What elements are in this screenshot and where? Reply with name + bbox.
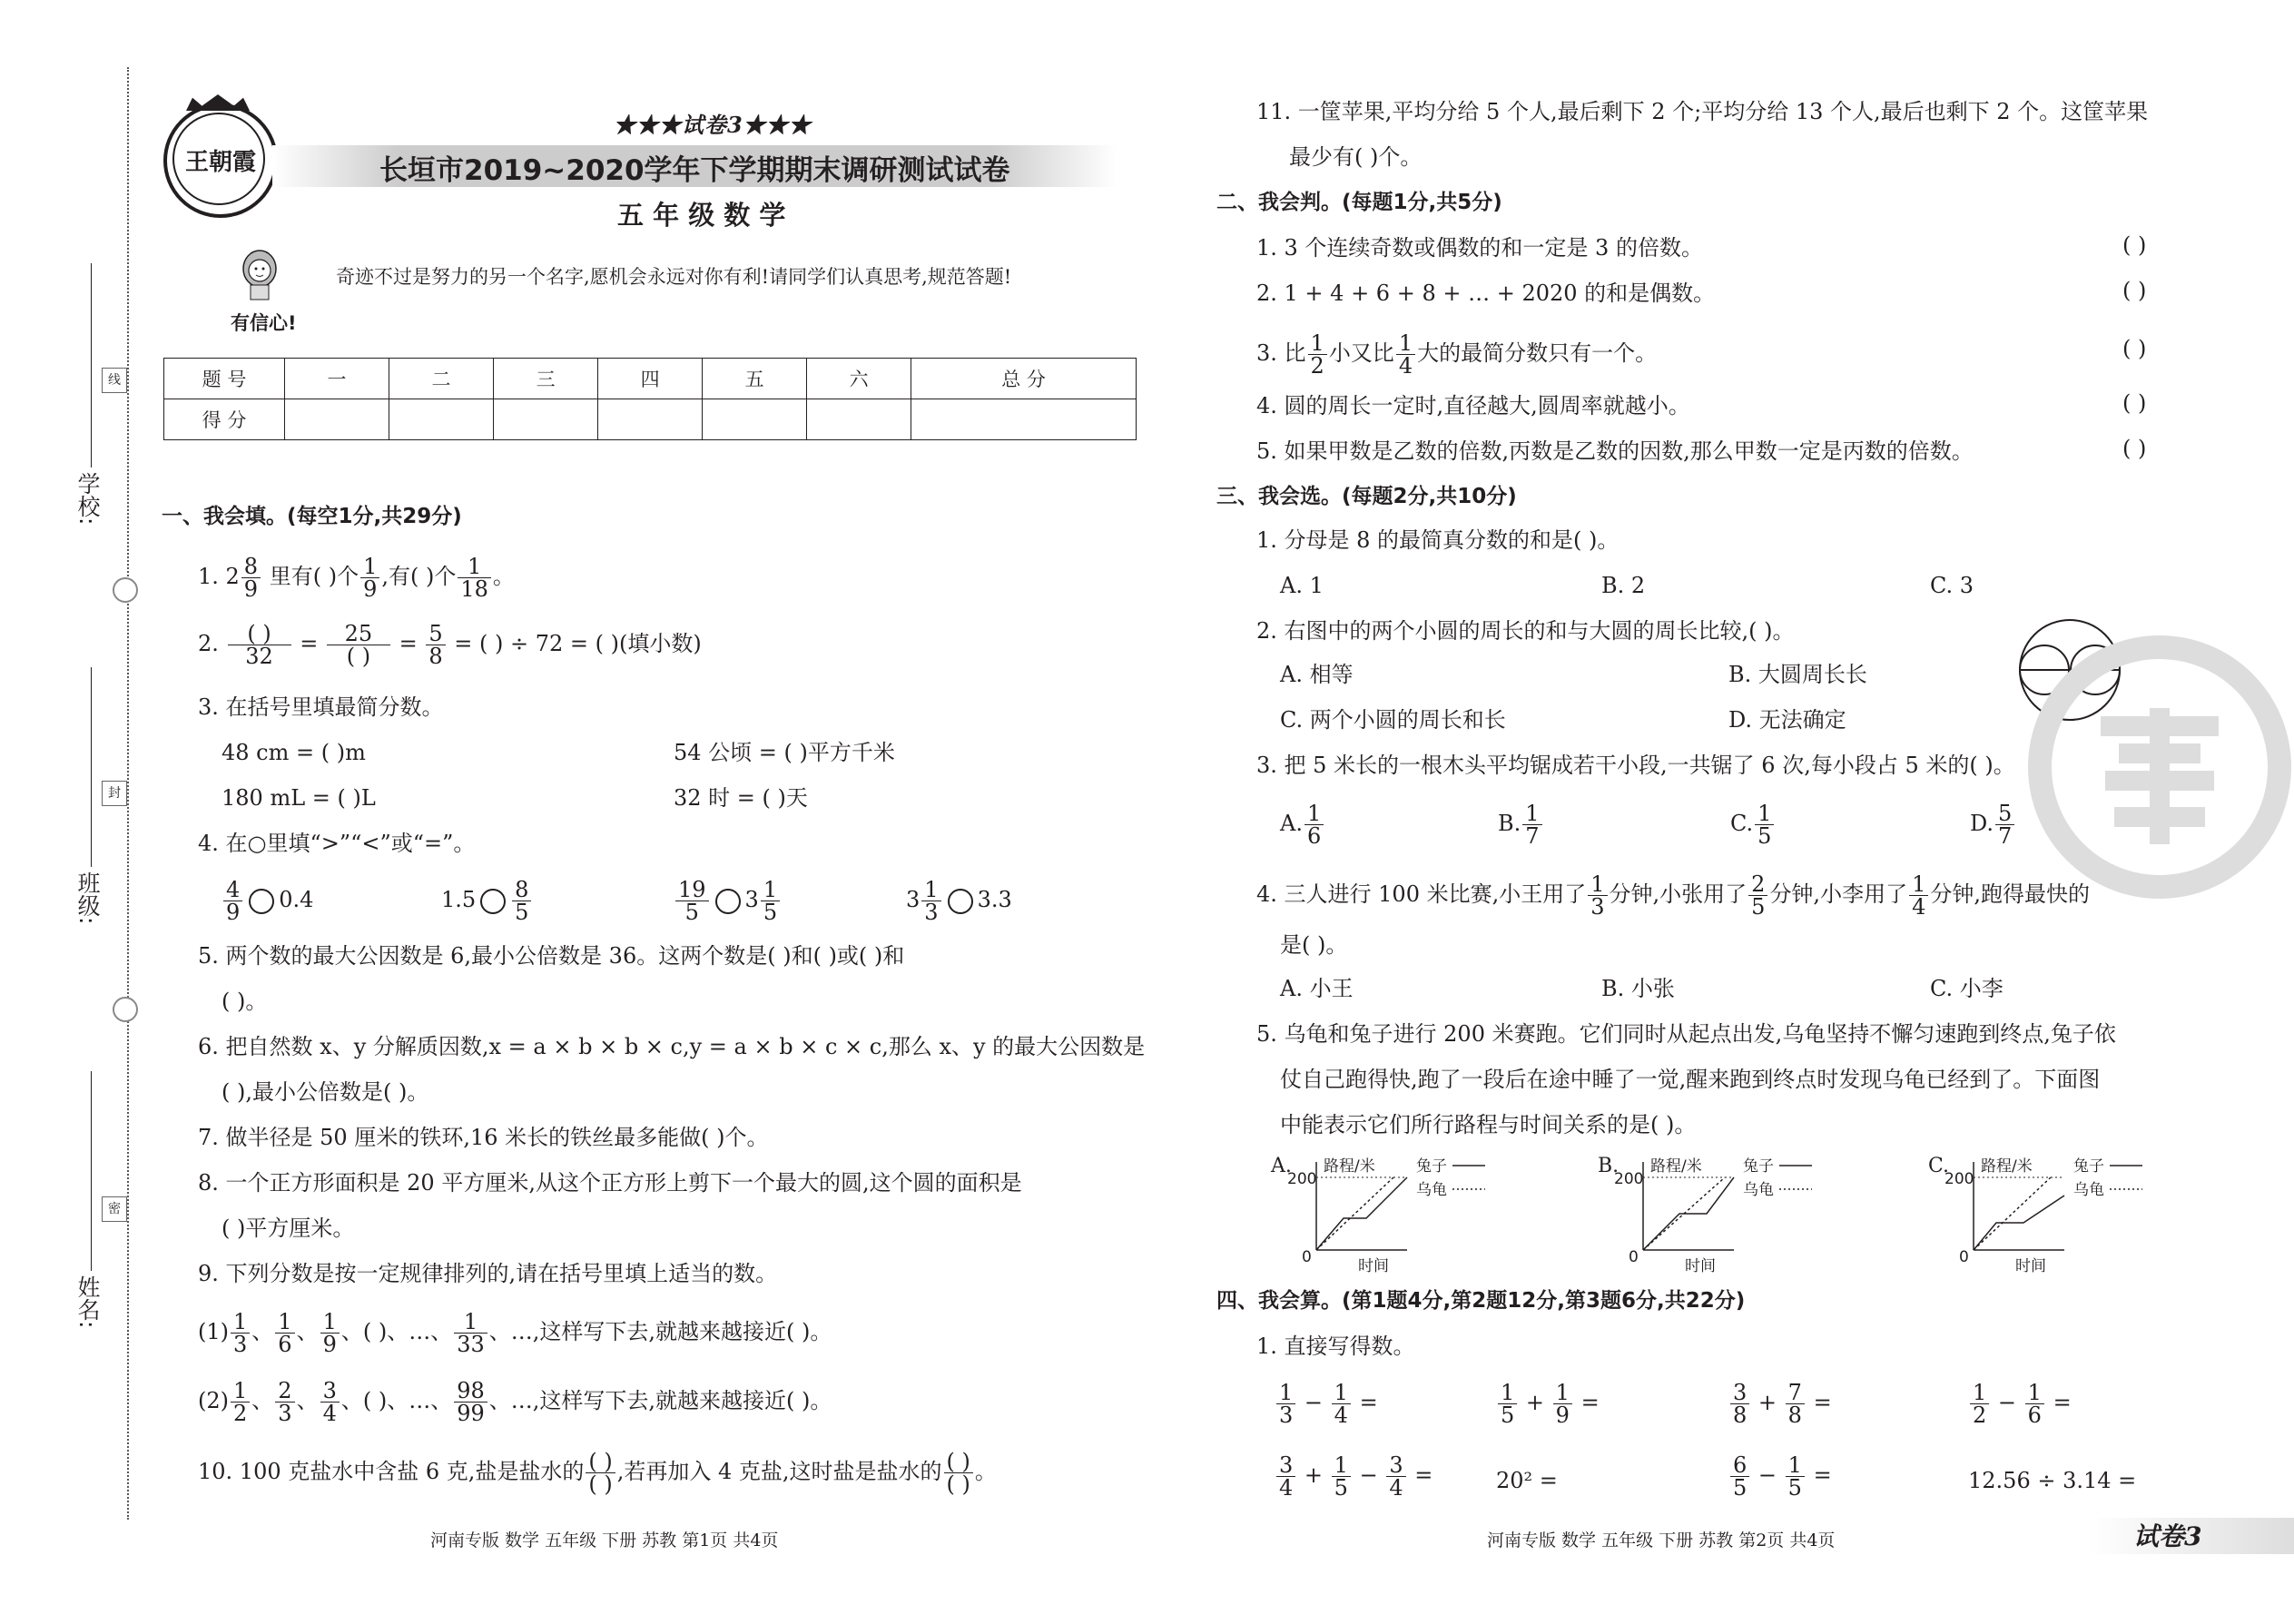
score-header-row — [164, 359, 1137, 399]
s1-q9: 9. 下列分数是按一定规律排列的,请在括号里填上适当的数。 — [198, 1261, 778, 1286]
answer-paren[interactable]: ( ) — [2122, 232, 2147, 258]
fraction: $\frac{1}{33}$ — [454, 1311, 487, 1355]
q-text: ,有( )个 — [381, 564, 457, 589]
score-cell[interactable] — [911, 399, 1137, 440]
s3-q2-opt-b[interactable]: B. 大圆周长长 — [1728, 662, 1867, 687]
s2-q5: 5. 如果甲数是乙数的倍数,丙数是乙数的因数,那么甲数一定是丙数的倍数。 — [1256, 438, 1974, 464]
score-table — [163, 358, 1137, 440]
q-text: 。 — [492, 564, 515, 589]
s1-q11a: 11. 一筐苹果,平均分给 5 个人,最后剩下 2 个;平均分给 13 个人,最后也剩下 2 个。这筐苹果 — [1256, 99, 2149, 124]
s2-q1: 1. 3 个连续奇数或偶数的和一定是 3 的倍数。 — [1256, 235, 1703, 261]
watermark-seal — [2028, 635, 2291, 899]
s1-q5a: 5. 两个数的最大公因数是 6,最小公倍数是 36。这两个数是( )和( )或( )和 — [198, 943, 905, 969]
calc-item[interactable]: 12.56 ÷ 3.14 = — [1968, 1468, 2137, 1493]
origin-label: 0 — [1302, 1248, 1312, 1266]
section-4-heading: 四、我会算。(第1题4分,第2题12分,第3题6分,共22分) — [1216, 1289, 1746, 1313]
q-text: 10. 100 克盐水中含盐 6 克,盐是盐水的 — [198, 1459, 585, 1484]
q-text: 3. 比 — [1256, 340, 1306, 366]
s1-q4-items — [222, 879, 313, 923]
fraction: $\frac{( )}{( )}$ — [944, 1451, 973, 1495]
q-text: 0.4 — [279, 887, 314, 912]
fraction: $\frac{5}{8}$ — [426, 623, 445, 667]
fraction: $\frac{1}{2}$ — [1308, 332, 1327, 377]
section-2-heading: 二、我会判。(每题1分,共5分) — [1216, 191, 1502, 214]
s1-q9-2 — [198, 1380, 832, 1424]
fraction: $\frac{1}{6}$ — [1305, 802, 1324, 847]
answer-paren[interactable]: ( ) — [2122, 390, 2147, 416]
q-text: 、 — [251, 1388, 274, 1413]
fraction: $\frac{1}{5}$ — [1786, 1454, 1805, 1499]
s1-q8b: ( )平方厘米。 — [222, 1216, 355, 1241]
fraction: $\frac{3}{8}$ — [1730, 1382, 1749, 1426]
fraction: $\frac{4}{9}$ — [223, 879, 242, 923]
s1-q4-items — [906, 879, 1012, 923]
s3-q5b: 仗自己跑得快,跑了一段后在途中睡了一觉,醒来跑到终点时发现乌龟已经到了。下面图 — [1280, 1067, 2101, 1092]
name-line — [91, 1071, 92, 1271]
compare-circle[interactable] — [249, 889, 274, 914]
race-graph-option[interactable] — [1598, 1155, 1816, 1273]
fraction: $\frac{25}{( )}$ — [327, 623, 390, 667]
s1-q9-1 — [198, 1311, 832, 1355]
fraction: $\frac{1}{9}$ — [320, 1311, 340, 1355]
fraction: $\frac{8}{9}$ — [241, 556, 261, 600]
girl-avatar — [240, 247, 280, 301]
x-axis-label: 时间 — [2015, 1257, 2046, 1275]
turtle-line — [1316, 1177, 1393, 1250]
s1-q3d: 32 时 = ( )天 — [674, 785, 808, 811]
q-text: = — [399, 631, 418, 656]
graph-option-label: B. — [1598, 1155, 1620, 1177]
fraction: $\frac{1}{3}$ — [1588, 873, 1607, 918]
binding-line — [127, 67, 129, 1520]
q-text: (2) — [198, 1388, 229, 1413]
calc-item[interactable]: $\frac{1}{3}$ − $\frac{1}{4}$ = — [1275, 1382, 1378, 1426]
s1-q10 — [198, 1451, 997, 1495]
class-label: 班级: — [74, 871, 101, 925]
fraction: $\frac{1}{3}$ — [1276, 1382, 1295, 1426]
s1-q3b: 54 公顷 = ( )平方千米 — [674, 740, 895, 765]
q-text: (1) — [198, 1319, 229, 1344]
fraction: $\frac{1}{5}$ — [1498, 1382, 1517, 1426]
s1-q4-items — [674, 879, 782, 923]
score-cell[interactable] — [285, 399, 389, 440]
calc-item[interactable]: $\frac{1}{5}$ + $\frac{1}{9}$ = — [1496, 1382, 1600, 1426]
opt-letter: A. — [1280, 811, 1303, 836]
fraction: $\frac{1}{18}$ — [458, 556, 491, 600]
fraction: $\frac{1}{6}$ — [2025, 1382, 2044, 1426]
fraction: $\frac{1}{9}$ — [360, 556, 379, 600]
opt-letter: B. — [1498, 811, 1521, 836]
answer-paren[interactable]: ( ) — [2122, 278, 2147, 303]
q-text: 3.3 — [977, 887, 1012, 912]
calc-item[interactable]: $\frac{3}{4}$ + $\frac{1}{5}$ − $\frac{3}{4}$ = — [1275, 1454, 1433, 1499]
s1-q11b: 最少有( )个。 — [1289, 144, 1423, 170]
q-text: 2. — [198, 631, 219, 656]
school-line — [91, 263, 92, 468]
fraction: $\frac{1}{6}$ — [275, 1311, 294, 1355]
legend-turtle: 乌龟 — [1416, 1181, 1447, 1199]
s3-q2-opt-d[interactable]: D. 无法确定 — [1728, 707, 1846, 733]
score-cell[interactable] — [807, 399, 911, 440]
q-text: = — [300, 631, 319, 656]
fraction: $\frac{19}{5}$ — [675, 879, 709, 923]
score-row-label: 得 分 — [164, 399, 285, 440]
crown-icon — [186, 94, 250, 111]
logo-text: 王朝霞 — [184, 149, 256, 176]
q-text: 里有( )个 — [269, 564, 359, 589]
fraction: $\frac{5}{7}$ — [1995, 802, 2014, 847]
s2-q4: 4. 圆的周长一定时,直径越大,圆周率就越小。 — [1256, 393, 1690, 418]
q-text: 分钟,小张用了 — [1609, 881, 1748, 907]
score-cell[interactable] — [598, 399, 703, 440]
mark-mi: 密 — [102, 1196, 127, 1222]
s1-q6b: ( ),最小公倍数是( )。 — [222, 1079, 429, 1105]
s1-q7: 7. 做半径是 50 厘米的铁环,16 米长的铁丝最多能做( )个。 — [198, 1125, 769, 1150]
fraction: $\frac{1}{4}$ — [1396, 332, 1415, 377]
s1-q3c: 180 mL = ( )L — [222, 785, 376, 811]
opt-letter: D. — [1970, 811, 1994, 836]
fraction: $\frac{8}{5}$ — [512, 879, 531, 923]
s3-q4-opt-a[interactable]: A. 小王 — [1280, 976, 1354, 1001]
fraction: $\frac{1}{2}$ — [231, 1380, 250, 1424]
score-header-cell: 六 — [807, 359, 911, 399]
s3-q4 — [1256, 873, 2090, 918]
s3-q1-opt-b[interactable]: B. 2 — [1601, 573, 1646, 598]
s1-q8a: 8. 一个正方形面积是 20 平方厘米,从这个正方形上剪下一个最大的圆,这个圆的面积是 — [198, 1170, 1022, 1196]
y-tick-200: 200 — [1287, 1170, 1317, 1188]
graph-option-label: C. — [1928, 1155, 1950, 1177]
logo — [163, 103, 278, 218]
s3-q2: 2. 右图中的两个小圆的周长的和与大圆的周长比较,( )。 — [1256, 618, 1795, 644]
legend-turtle: 乌龟 — [1743, 1181, 1774, 1199]
score-cell[interactable] — [703, 399, 807, 440]
score-header-cell: 三 — [494, 359, 598, 399]
answer-paren[interactable]: ( ) — [2122, 436, 2147, 461]
origin-label: 0 — [1959, 1248, 1969, 1266]
s2-q3 — [1256, 332, 1657, 377]
fraction: $\frac{1}{5}$ — [761, 879, 780, 923]
fraction: $\frac{7}{8}$ — [1786, 1382, 1805, 1426]
s3-q1-opt-c[interactable]: C. 3 — [1930, 573, 1974, 598]
x-axis-label: 时间 — [1358, 1257, 1389, 1275]
fraction: $\frac{1}{5}$ — [1332, 1454, 1351, 1499]
calc-item[interactable]: $\frac{3}{8}$ + $\frac{7}{8}$ = — [1728, 1382, 1832, 1426]
section-3-heading: 三、我会选。(每题2分,共10分) — [1216, 485, 1517, 508]
ornament-icon — [113, 997, 138, 1022]
q-text: 1.5 — [441, 887, 477, 912]
calc-item[interactable]: 20² = — [1496, 1468, 1558, 1493]
compare-circle[interactable] — [715, 889, 741, 914]
q-text: 、( )、…、 — [340, 1388, 453, 1413]
compare-circle[interactable] — [480, 889, 506, 914]
q-text: 、 — [296, 1319, 319, 1344]
q-text: 小又比 — [1328, 340, 1394, 366]
school-label: 学校: — [74, 472, 101, 526]
legend-rabbit: 兔子 — [1743, 1157, 1774, 1176]
paper-title: 长垣市2019~2020学年下学期期末调研测试试卷 — [379, 154, 1010, 187]
q-text: 分钟,小李用了 — [1769, 881, 1908, 907]
fraction: $\frac{1}{5}$ — [1755, 802, 1774, 847]
q-text: = ( ) ÷ 72 = ( )(填小数) — [454, 631, 702, 656]
class-line — [91, 667, 92, 867]
compare-circle[interactable] — [948, 889, 973, 914]
q-text: 、…,这样写下去,就越来越接近( )。 — [488, 1319, 832, 1344]
fraction: $\frac{1}{4}$ — [1909, 873, 1928, 918]
fraction: $\frac{1}{3}$ — [921, 879, 940, 923]
ornament-icon — [113, 577, 138, 603]
race-graph-option[interactable] — [1928, 1155, 2146, 1273]
s3-q3-opt-a[interactable] — [1280, 802, 1325, 847]
s3-q1: 1. 分母是 8 的最简真分数的和是( )。 — [1256, 527, 1620, 553]
s1-q5b: ( )。 — [222, 989, 268, 1014]
y-tick-200: 200 — [1944, 1170, 1974, 1188]
turtle-line — [1643, 1177, 1725, 1250]
name-label: 姓名: — [74, 1275, 101, 1329]
s3-q3: 3. 把 5 米长的一根木头平均锯成若干小段,一共锯了 6 次,每小段占 5 米的( )。 — [1256, 753, 2015, 778]
s2-q2: 2. 1 + 4 + 6 + 8 + … + 2020 的和是偶数。 — [1256, 281, 1716, 306]
q-text: 、( )、…、 — [340, 1319, 453, 1344]
s3-q3-opt-b[interactable] — [1498, 802, 1544, 847]
motto-label: 有信心! — [231, 312, 297, 334]
fraction: $\frac{2}{3}$ — [275, 1380, 294, 1424]
turtle-line — [1974, 1177, 2051, 1250]
fraction: $\frac{6}{5}$ — [1730, 1454, 1749, 1499]
s3-q2-opt-a[interactable]: A. 相等 — [1280, 662, 1354, 687]
motto-text: 奇迹不过是努力的另一个名字,愿机会永远对你有利!请同学们认真思考,规范答题! — [336, 266, 1012, 288]
s3-q4b: 是( )。 — [1280, 932, 1348, 958]
fraction: $\frac{1}{9}$ — [1553, 1382, 1572, 1426]
calc-item[interactable]: $\frac{6}{5}$ − $\frac{1}{5}$ = — [1728, 1454, 1832, 1499]
s1-q2 — [198, 623, 702, 667]
y-axis-label: 路程/米 — [1981, 1157, 2033, 1176]
s3-q2-opt-c[interactable]: C. 两个小圆的周长和长 — [1280, 707, 1506, 733]
q-text: 分钟,跑得最快的 — [1930, 881, 2090, 907]
score-value-row — [164, 399, 1137, 440]
footer-badge: 试卷3 — [2133, 1521, 2202, 1551]
s1-q4: 4. 在○里填“>”“<”或“=”。 — [198, 831, 476, 856]
q-text: 大的最简分数只有一个。 — [1417, 340, 1658, 366]
s3-q5c: 中能表示它们所行路程与时间关系的是( )。 — [1280, 1112, 1697, 1137]
y-axis-label: 路程/米 — [1324, 1157, 1375, 1176]
legend-rabbit: 兔子 — [1416, 1157, 1447, 1176]
fraction: $\frac{1}{4}$ — [1332, 1382, 1351, 1426]
score-header-cell: 总 分 — [911, 359, 1137, 399]
fraction: $\frac{1}{7}$ — [1522, 802, 1541, 847]
fraction: $\frac{3}{4}$ — [1276, 1454, 1295, 1499]
rabbit-line — [1974, 1196, 2064, 1250]
origin-label: 0 — [1629, 1248, 1639, 1266]
mark-xian: 线 — [102, 368, 127, 393]
q-text: ,若再加入 4 克盐,这时盐是盐水的 — [616, 1459, 942, 1484]
legend-turtle: 乌龟 — [2073, 1181, 2104, 1199]
calc-item[interactable]: $\frac{1}{2}$ − $\frac{1}{6}$ = — [1968, 1382, 2072, 1426]
s4-q1: 1. 直接写得数。 — [1256, 1334, 1415, 1359]
q-text: 3 — [906, 887, 921, 912]
opt-letter: C. — [1730, 811, 1754, 836]
s3-q1-opt-a[interactable]: A. 1 — [1280, 573, 1324, 598]
fraction: $\frac{3}{4}$ — [1386, 1454, 1405, 1499]
paper-subtitle: 五 年 级 数 学 — [617, 200, 786, 231]
s3-q4-opt-b[interactable]: B. 小张 — [1601, 976, 1675, 1001]
fraction: $\frac{1}{2}$ — [1970, 1382, 1989, 1426]
score-header-cell: 四 — [598, 359, 703, 399]
fraction: $\frac{1}{3}$ — [231, 1311, 250, 1355]
q-text: 1. 2 — [198, 564, 240, 589]
paper-badge: ★★★试卷3★★★ — [614, 112, 812, 138]
footer-left: 河南专版 数学 五年级 下册 苏教 第1页 共4页 — [430, 1530, 779, 1550]
score-header-cell: 题 号 — [164, 359, 285, 399]
x-axis-label: 时间 — [1685, 1257, 1716, 1275]
s1-q6a: 6. 把自然数 x、y 分解质因数,x = a × b × b × c,y = a × b × c × c,那么 x、y 的最大公因数是 — [198, 1034, 1146, 1059]
fraction: $\frac{3}{4}$ — [320, 1380, 340, 1424]
s3-q4-opt-c[interactable]: C. 小李 — [1930, 976, 2004, 1001]
footer-right: 河南专版 数学 五年级 下册 苏教 第2页 共4页 — [1487, 1530, 1836, 1550]
race-graph-option[interactable] — [1271, 1155, 1489, 1273]
score-header-cell: 五 — [703, 359, 807, 399]
q-text: 。 — [974, 1459, 997, 1484]
mark-feng: 封 — [102, 781, 127, 806]
s3-q3-opt-c[interactable] — [1730, 802, 1776, 847]
s3-q3-opt-d[interactable] — [1970, 802, 2016, 847]
rabbit-line — [1316, 1177, 1407, 1250]
section-1-heading: 一、我会填。(每空1分,共29分) — [162, 505, 462, 528]
legend-rabbit: 兔子 — [2073, 1157, 2104, 1176]
answer-paren[interactable]: ( ) — [2122, 336, 2147, 361]
fraction: $\frac{2}{5}$ — [1748, 873, 1767, 918]
q-text: 4. 三人进行 100 米比赛,小王用了 — [1256, 881, 1587, 907]
score-header-cell: 二 — [389, 359, 494, 399]
q-text: 3 — [744, 887, 759, 912]
s1-q3a: 48 cm = ( )m — [222, 740, 366, 765]
fraction: $\frac{( )}{( )}$ — [586, 1451, 615, 1495]
q-text: 、…,这样写下去,就越来越接近( )。 — [488, 1388, 832, 1413]
rabbit-line — [1643, 1177, 1734, 1250]
s3-q5a: 5. 乌龟和兔子进行 200 米赛跑。它们同时从起点出发,乌龟坚持不懈匀速跑到终点,兔子依 — [1256, 1021, 2116, 1047]
score-cell[interactable] — [389, 399, 494, 440]
graph-option-label: A. — [1271, 1155, 1292, 1177]
fraction: $\frac{98}{99}$ — [454, 1380, 487, 1424]
s1-q1 — [198, 556, 515, 600]
fraction: $\frac{( )}{32}$ — [228, 623, 291, 667]
s1-q4-items — [441, 879, 533, 923]
score-cell[interactable] — [494, 399, 598, 440]
s1-q3: 3. 在括号里填最简分数。 — [198, 694, 444, 720]
y-axis-label: 路程/米 — [1650, 1157, 1702, 1176]
y-tick-200: 200 — [1614, 1170, 1644, 1188]
score-header-cell: 一 — [285, 359, 389, 399]
q-text: 、 — [296, 1388, 319, 1413]
q-text: 、 — [251, 1319, 274, 1344]
